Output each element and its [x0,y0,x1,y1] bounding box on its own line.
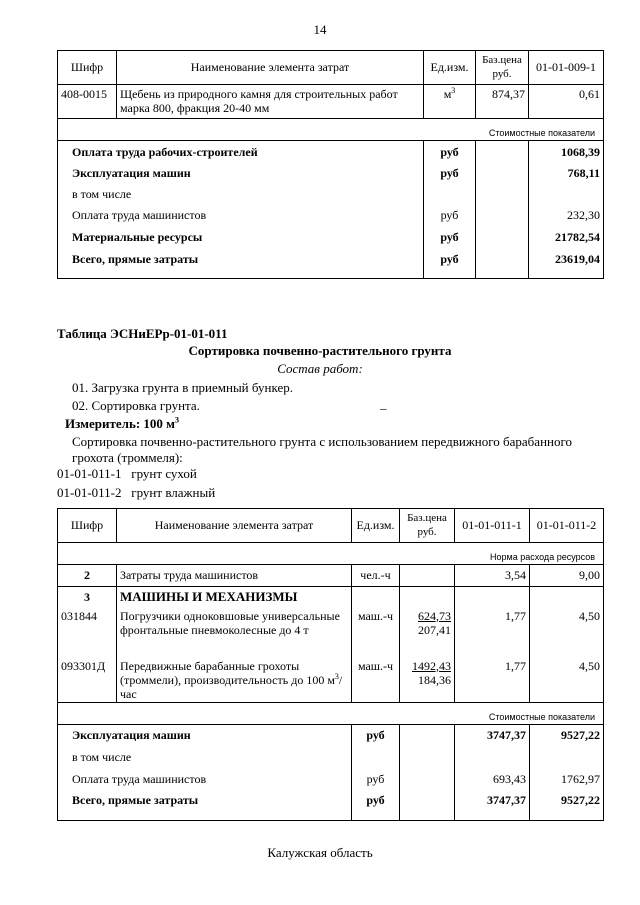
summary-row: Оплата труда рабочих-строителей руб 1068,39 [58,141,604,163]
summary-row: Оплата труда машинистов руб 693,43 1762,97 [58,768,604,790]
header-name: Наименование элемента затрат [117,509,352,543]
cost-table-1 [57,50,604,279]
table-header-row [58,51,604,85]
row-name: Щебень из природного камня для строительных работ марка 800, фракция 20-40 мм [117,85,424,119]
summary-row: в том числе [58,746,604,768]
summary-row: Всего, прямые затраты руб 3747,37 9527,22 [58,790,604,820]
summary-row: Оплата труда машинистов руб 232,30 [58,205,604,227]
summary-row: Материальные ресурсы руб 21782,54 [58,227,604,249]
measure-label: Измеритель: 100 $м^3$ [65,415,180,431]
table-title: Таблица ЭСНиЕРр-01-01-011 [57,326,228,341]
dash-mark: _ [380,396,387,411]
section-label: Стоимостные показатели [58,710,604,724]
header-unit: Ед.изм. [352,509,400,543]
header-price: Баз.цена руб. [476,51,529,85]
table-row: 031844 Погрузчики одноковшовые универсальные фронтальные пневмоколесные до 4 т маш.-ч 624,73 207,41 1,77 4,50 [58,607,604,657]
header-price: Баз.цена руб. [400,509,455,543]
header-col2: 01-01-011-2 [530,509,604,543]
norm-label: Норма расхода ресурсов [58,551,604,565]
work-item: 02. Сортировка грунта. [72,398,200,413]
header-col: 01-01-009-1 [529,51,604,85]
header-name: Наименование элемента затрат [117,51,424,85]
variant-item: 01-01-011-1 грунт сухой [57,466,197,481]
section-label: Стоимостные показатели [58,127,604,141]
summary-row: в том числе [58,184,604,205]
summary-row: Всего, прямые затраты руб 23619,04 [58,249,604,279]
table-row [58,85,604,119]
summary-row: Эксплуатация машин руб 3747,37 9527,22 [58,724,604,746]
section-subheading: Состав работ: [277,361,363,376]
work-item: 01. Загрузка грунта в приемный бункер. [72,380,293,395]
header-code: Шифр [58,509,117,543]
description: Сортировка почвенно-растительного грунта с использованием передвижного барабанного грохота (троммеля): [72,434,572,466]
section-heading: Сортировка почвенно-растительного грунта [188,343,452,358]
row-unit: $м^3$ [424,85,476,119]
row-price: 874,37 [476,85,529,119]
table-row: 093301Д Передвижные барабанные грохоты (троммели), производительность до 100 $м^3$/час маш.-ч 1492,43 184,36 1,77 4,50 [58,657,604,703]
header-unit: Ед.изм. [424,51,476,85]
row-value: 0,61 [529,85,604,119]
header-col1: 01-01-011-1 [455,509,530,543]
footer-region: Калужская область [267,845,373,860]
row-code: 408-0015 [58,85,117,119]
cost-table-2 [57,508,604,821]
header-code: Шифр [58,51,117,85]
table-row: 2 Затраты труда машинистов чел.-ч 3,54 9,00 [58,565,604,587]
table-row: 3 МАШИНЫ И МЕХАНИЗМЫ [58,587,604,607]
summary-row: Эксплуатация машин руб 768,11 [58,163,604,184]
table-header-row [58,509,604,543]
variant-item: 01-01-011-2 грунт влажный [57,485,216,500]
page-number: 14 [313,22,327,37]
